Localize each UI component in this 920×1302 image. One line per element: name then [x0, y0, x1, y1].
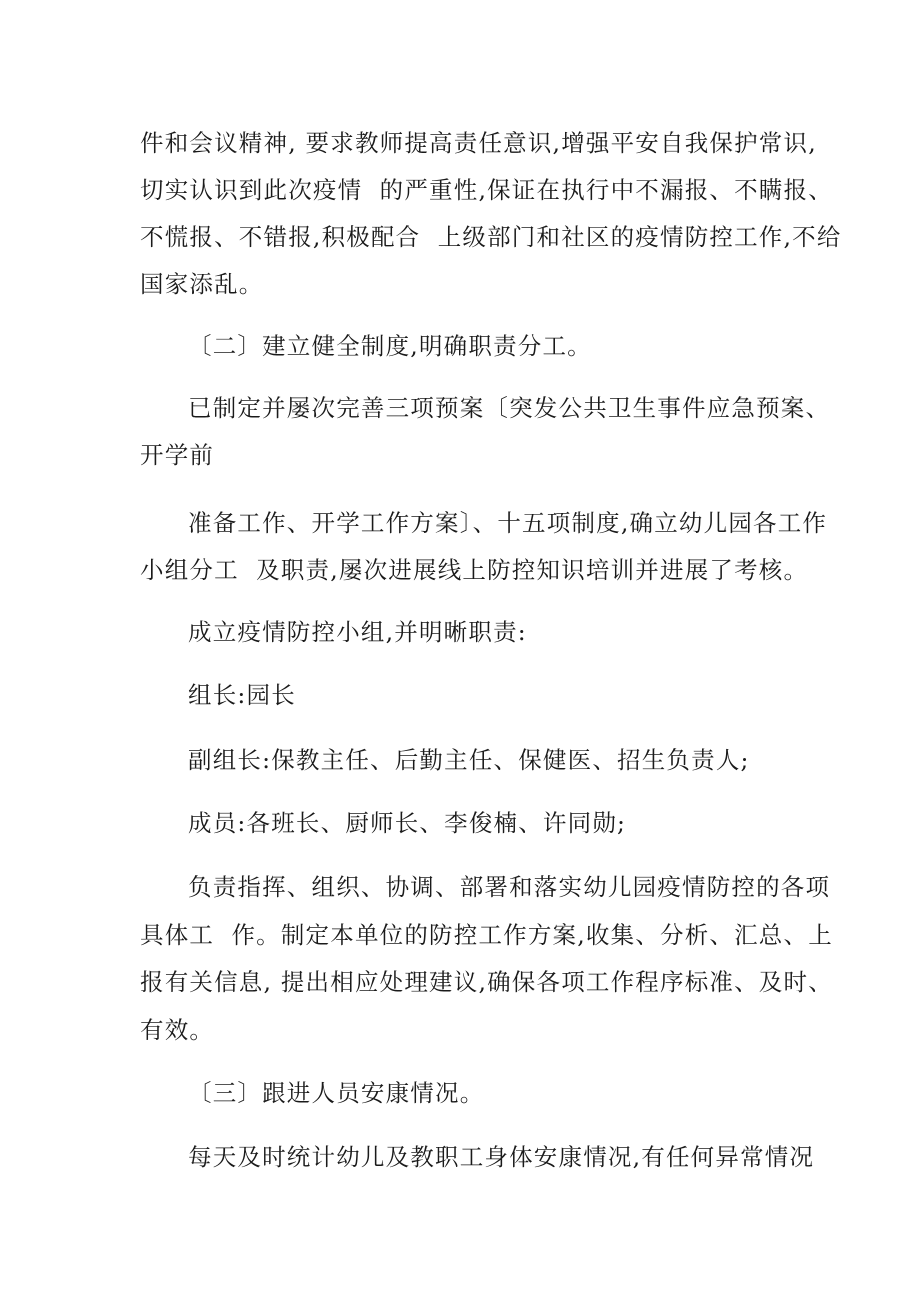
- text-line: 有效。: [140, 1016, 215, 1044]
- text-line: 小组分工 及职责,屡次进展线上防控知识培训并进展了考核。: [140, 556, 809, 584]
- section-heading: 〔三〕跟进人员安康情况。: [188, 1079, 485, 1107]
- text-line: 准备工作、开学工作方案〕、十五项制度,确立幼儿园各工作: [188, 509, 828, 537]
- text-line: 成立疫情防控小组,并明晰职责:: [188, 618, 527, 646]
- text-line: 成员:各班长、厨师长、李俊楠、许同勋;: [188, 809, 627, 837]
- text-line: 已制定并屡次完善三项预案〔突发公共卫生事件应急预案、: [188, 394, 831, 422]
- text-line: 开学前: [140, 441, 215, 469]
- text-line: 组长:园长: [188, 681, 296, 709]
- text-line: 具体工 作。制定本单位的防控工作方案,收集、分析、汇总、上: [140, 921, 833, 949]
- text-line: 国家添乱。: [140, 270, 264, 298]
- text-line: 不慌报、不错报,积极配合 上级部门和社区的疫情防控工作,不给: [140, 223, 842, 251]
- text-line: 每天及时统计幼儿及教职工身体安康情况,有任何异常情况: [188, 1143, 815, 1171]
- text-line: 报有关信息, 提出相应处理建议,确保各项工作程序标准、及时、: [140, 968, 833, 996]
- text-line: 负责指挥、组织、协调、部署和落实幼儿园疫情防控的各项: [188, 873, 831, 901]
- text-line: 副组长:保教主任、后勤主任、保健医、招生负责人;: [188, 746, 750, 774]
- text-line: 件和会议精神, 要求教师提高责任意识,增强平安自我保护常识,: [140, 129, 817, 157]
- text-line: 切实认识到此次疫情 的严重性,保证在执行中不漏报、不瞒报、: [140, 176, 833, 204]
- section-heading: 〔二〕建立健全制度,明确职责分工。: [188, 332, 592, 360]
